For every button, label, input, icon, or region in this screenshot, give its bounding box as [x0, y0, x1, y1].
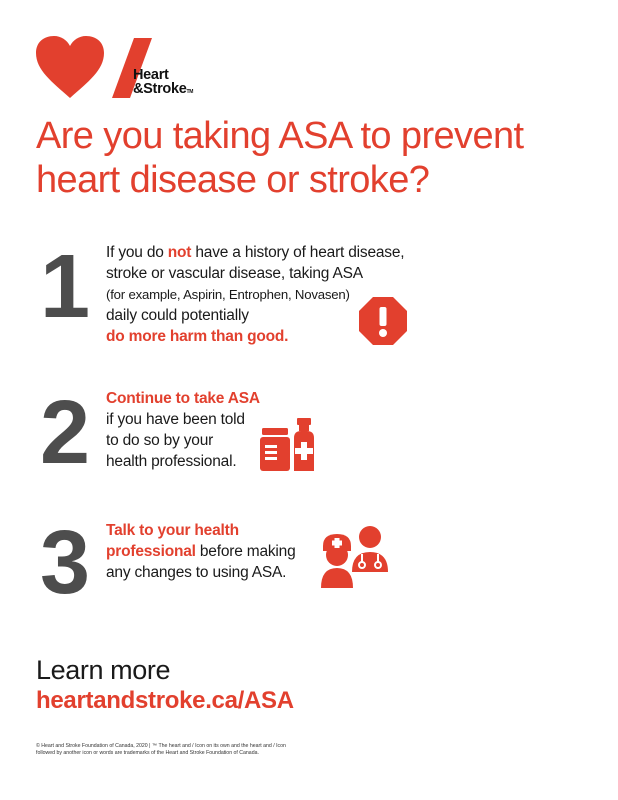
step-text [106, 388, 260, 472]
step-number: 2 [40, 383, 91, 483]
step-text-line: If you do [106, 244, 168, 261]
health-professionals-icon [318, 524, 394, 588]
step-text-emphasis: professional [106, 543, 196, 560]
step-text-line: any changes to using ASA. [106, 564, 287, 581]
step-text-line: if you have been told [106, 411, 245, 428]
footer-line: followed by another icon or words are trademarks of the Heart and Stroke Foundation of Canada. [36, 750, 259, 756]
step-text-emphasis: Talk to your health [106, 522, 239, 539]
title-line1: Are you taking ASA to prevent [36, 115, 524, 157]
step-number: 1 [40, 237, 91, 337]
step-text-line: daily could potentially [106, 307, 249, 324]
emphasis-not: not [167, 244, 192, 261]
brand-wordmark [133, 68, 193, 99]
learn-more [36, 654, 294, 716]
page-title [36, 114, 596, 202]
brand-name-line1: Heart [133, 67, 169, 83]
step-text-line: to do so by your [106, 432, 214, 449]
learn-more-link[interactable]: heartandstroke.ca/ASA [36, 687, 294, 714]
step-text-emphasis: Continue to take ASA [106, 390, 260, 407]
warning-octagon-icon [358, 296, 408, 346]
step-text-line: have a history of heart disease, [191, 244, 405, 261]
footer-line: © Heart and Stroke Foundation of Canada, 2020 | ™ The heart and / Icon on its own and the heart and / Icon [36, 743, 286, 749]
step-text [106, 520, 296, 583]
step-text-line: stroke or vascular disease, taking ASA [106, 265, 363, 282]
step-text-line: health professional. [106, 453, 237, 470]
learn-more-label: Learn more [36, 655, 171, 685]
title-line2: heart disease or stroke? [36, 159, 430, 201]
step-text-emphasis: do more harm than good. [106, 328, 289, 345]
medication-bottles-icon [258, 418, 324, 472]
trademark-mark: TM [186, 89, 194, 95]
step-text-line: before making [195, 543, 296, 560]
brand-name-line2: &Stroke [133, 81, 187, 97]
step-text-examples: (for example, Aspirin, Entrophen, Novasen) [106, 287, 350, 302]
step-number: 3 [40, 513, 91, 613]
legal-footer [36, 743, 356, 757]
